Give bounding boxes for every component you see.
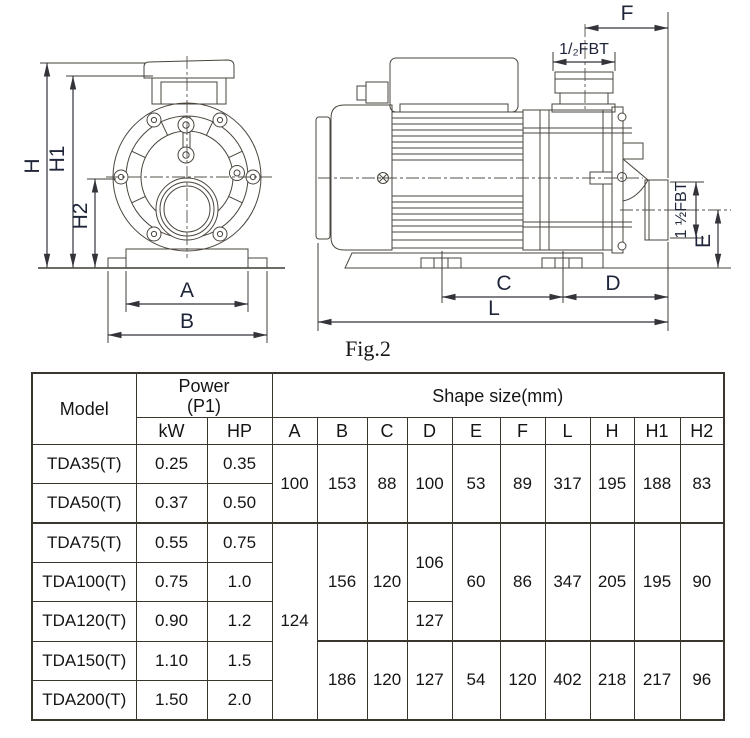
cell-g1-h: 195 [590,445,634,524]
cell-tda200-model: TDA200(T) [32,680,136,720]
cell-g2-d-upper: 106 [407,523,452,602]
cell-tda75-model: TDA75(T) [32,523,136,563]
header-power-line2: (P1) [186,395,221,416]
header-kw: kW [136,418,207,445]
table-row [32,445,724,484]
header-power [136,373,272,418]
dim-label-h1: H1 [46,145,69,173]
dim-label-h2: H2 [69,202,92,230]
dim-label-b: B [179,310,195,333]
cell-g3-h2: 96 [680,641,724,720]
header-power-line1: Power [178,375,230,396]
cell-g1-a: 100 [272,445,317,524]
figure-caption: Fig.2 [345,336,391,361]
dim-label-d: D [605,272,621,295]
cell-tda100-model: TDA100(T) [32,563,136,602]
cell-g1-d: 100 [407,445,452,524]
header-hp: HP [207,418,272,445]
cell-tda120-kw: 0.90 [136,602,207,642]
header-col-h2: H2 [680,418,724,445]
cell-tda50-model: TDA50(T) [32,484,136,524]
cell-tda50-hp: 0.50 [207,484,272,524]
table-row [32,641,724,680]
header-col-h: H [590,418,634,445]
dim-label-h: H [21,158,44,174]
header-col-c: C [367,418,407,445]
cell-g1-h2: 83 [680,445,724,524]
cell-g3-b: 186 [317,641,367,720]
dim-label-e: E [692,233,715,249]
cell-g2-b: 156 [317,523,367,641]
cell-g2-a: 124 [272,523,317,720]
cell-tda200-hp: 2.0 [207,680,272,720]
cell-tda35-hp: 0.35 [207,445,272,484]
cell-tda75-hp: 0.75 [207,523,272,563]
cell-g3-h: 218 [590,641,634,720]
header-model: Model [32,373,136,445]
dim-label-a: A [179,279,195,302]
dim-label-f: F [620,2,634,25]
cell-g3-h1: 217 [634,641,680,720]
cell-g2-d-lower: 127 [407,602,452,642]
cell-g2-h2: 90 [680,523,724,641]
cell-tda50-kw: 0.37 [136,484,207,524]
cell-g1-h1: 188 [634,445,680,524]
cell-tda35-kw: 0.25 [136,445,207,484]
cell-tda75-kw: 0.55 [136,523,207,563]
pump-front-view [38,56,285,268]
cell-g2-e: 60 [452,523,500,641]
cell-g2-h: 205 [590,523,634,641]
cell-g2-c: 120 [367,523,407,641]
header-col-f: F [500,418,545,445]
header-col-l: L [545,418,590,445]
cell-g1-l: 317 [545,445,590,524]
cell-g3-c: 120 [367,641,407,720]
dim-label-c: C [496,272,512,295]
pump-side-view [316,24,731,268]
cell-tda35-model: TDA35(T) [32,445,136,484]
cell-g1-c: 88 [367,445,407,524]
cell-tda100-hp: 1.0 [207,563,272,602]
cell-g2-l: 347 [545,523,590,641]
header-shape-size: Shape size(mm) [272,373,724,418]
cell-g3-l: 402 [545,641,590,720]
header-col-e: E [452,418,500,445]
dim-label-fbt-top: 1/₂FBT [559,41,609,58]
cell-g1-e: 53 [452,445,500,524]
cell-tda150-hp: 1.5 [207,641,272,680]
cell-g2-f: 86 [500,523,545,641]
cell-tda100-kw: 0.75 [136,563,207,602]
cell-g3-d: 127 [407,641,452,720]
dim-label-fbt-side: 1 ½FBT [673,181,690,239]
cell-g1-b: 153 [317,445,367,524]
cell-tda150-model: TDA150(T) [32,641,136,680]
cell-g3-e: 54 [452,641,500,720]
spec-table [31,372,725,721]
table-row [32,523,724,563]
cell-g2-h1: 195 [634,523,680,641]
header-col-a: A [272,418,317,445]
cell-tda120-hp: 1.2 [207,602,272,642]
header-col-b: B [317,418,367,445]
header-col-d: D [407,418,452,445]
cell-g1-f: 89 [500,445,545,524]
cell-tda120-model: TDA120(T) [32,602,136,642]
cell-g3-f: 120 [500,641,545,720]
dim-label-l: L [488,297,500,320]
cell-tda200-kw: 1.50 [136,680,207,720]
header-col-h1: H1 [634,418,680,445]
cell-tda150-kw: 1.10 [136,641,207,680]
